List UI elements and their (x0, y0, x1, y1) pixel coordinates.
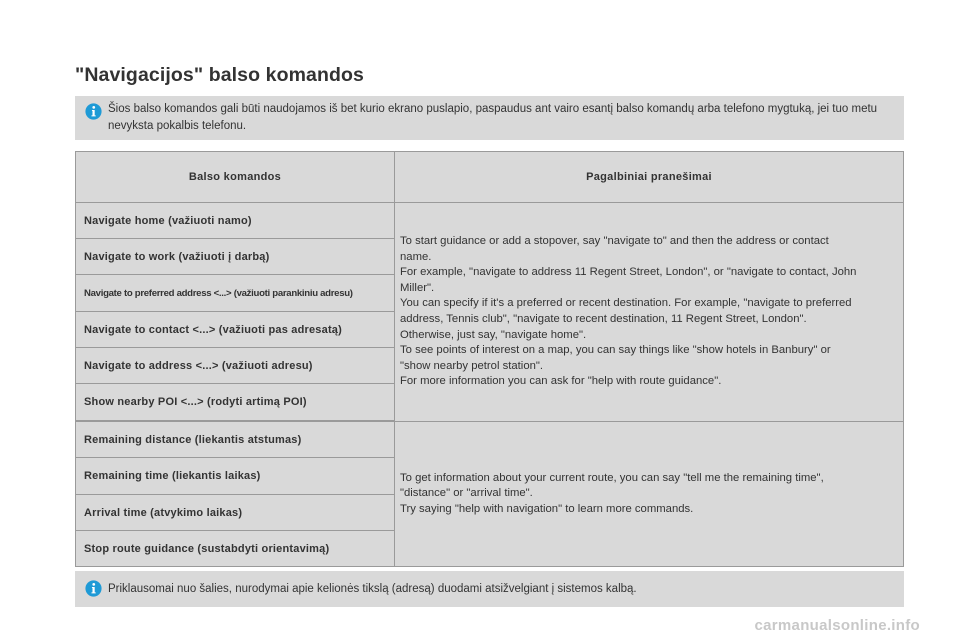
command-navigate-address: Navigate to address <...> (važiuoti adresu) (76, 348, 394, 384)
command-stop-route-guidance: Stop route guidance (sustabdyti orientavimą) (76, 531, 394, 566)
group2-message-line: To get information about your current route, you can say "tell me the remaining time", (400, 471, 824, 484)
command-remaining-distance: Remaining distance (liekantis atstumas) (76, 422, 394, 458)
group1-help-message (395, 203, 903, 421)
top-info-note (75, 96, 904, 140)
group1-message-line: address, Tennis club", "navigate to recent destination, 11 Regent Street, London". (400, 313, 807, 325)
header-help-messages: Pagalbiniai pranešimai (586, 171, 712, 183)
page-title: "Navigacijos" balso komandos (75, 64, 364, 86)
header-voice-commands: Balso komandos (188, 171, 282, 183)
group2-message-line: Try saying "help with navigation" to learn more commands. (400, 502, 694, 515)
watermark: carmanualsonline.info (754, 617, 920, 634)
group2-help-message (395, 422, 903, 566)
group2-message-line: "distance" or "arrival time". (400, 487, 533, 500)
group1-message-line: You can specify if it's a preferred or recent destination. For example, "navigate to preferred (400, 297, 852, 310)
info-icon (85, 103, 102, 120)
command-arrival-time: Arrival time (atvykimo laikas) (76, 495, 394, 531)
group1-message-line: name. (400, 250, 432, 263)
command-remaining-time: Remaining time (liekantis laikas) (76, 458, 394, 495)
top-info-text: Šios balso komandos gali būti naudojamos iš bet kurio ekrano puslapio, paspaudus ant vairo esantį balso komandų arba telefono mygtuką, jei tuo metu nevyksta pokalbis telefonu. (108, 103, 878, 132)
info-icon (85, 580, 102, 597)
voice-commands-table (75, 151, 904, 567)
command-show-nearby-poi: Show nearby POI <...> (rodyti artimą POI) (76, 384, 394, 421)
group1-message-line: For more information you can ask for "help with route guidance". (400, 375, 722, 388)
bottom-info-text: Priklausomai nuo šalies, nurodymai apie kelionės tikslą (adresą) duodami atsižvelgiant į sistemos kalbą. (108, 583, 637, 595)
command-navigate-contact: Navigate to contact <...> (važiuoti pas adresatą) (76, 312, 394, 348)
group1-message-line: For example, "navigate to address 11 Regent Street, London", or "navigate to contact, John (400, 266, 857, 279)
group1-message-line: "show nearby petrol station". (400, 359, 544, 372)
command-navigate-preferred-address: Navigate to preferred address <...> (važiuoti parankiniu adresu) (76, 275, 394, 312)
group1-message-line: To see points of interest on a map, you can say things like "show hotels in Banbury" or (400, 344, 831, 357)
group1-message-line: To start guidance or add a stopover, say "navigate to" and then the address or contact (400, 235, 829, 248)
group1-message-line: Otherwise, just say, "navigate home". (400, 328, 587, 341)
command-navigate-work: Navigate to work (važiuoti į darbą) (76, 239, 394, 275)
group1-message-line: Miller". (400, 281, 435, 294)
bottom-info-note (75, 571, 904, 607)
command-navigate-home: Navigate home (važiuoti namo) (76, 203, 394, 239)
